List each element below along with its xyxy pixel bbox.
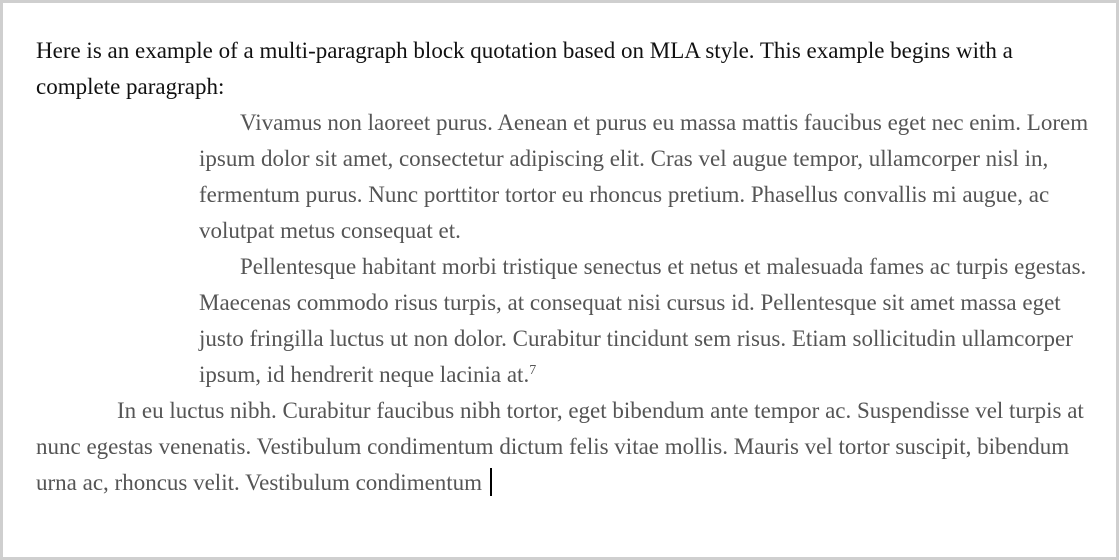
text-cursor bbox=[490, 468, 492, 496]
block-quotation bbox=[36, 105, 1096, 393]
block-quote-paragraph-2-text: Pellentesque habitant morbi tristique senectus et netus et malesuada fames ac turpis egestas. Maecenas commodo risus turpis, at consequat nisi cursus id. Pellentesque sit amet massa eget justo fringilla luctus ut non dolor. Curabitur tincidunt sem risus. Etiam sollicitudin ullamcorper ipsum, id hendrerit neque lacinia at. bbox=[199, 254, 1087, 387]
continuation-paragraph bbox=[36, 393, 1096, 501]
continuation-paragraph-text: In eu luctus nibh. Curabitur faucibus nibh tortor, eget bibendum ante tempor ac. Suspendisse vel turpis at nunc egestas venenatis. Vestibulum condimentum dictum felis vitae mollis. Mauris vel tortor suscipit, bibendum urna ac, rhoncus velit. Vestibulum condimentum bbox=[36, 398, 1084, 495]
intro-paragraph: Here is an example of a multi-paragraph block quotation based on MLA style. This example begins with a complete paragraph: bbox=[36, 38, 1013, 99]
footnote-marker[interactable]: 7 bbox=[529, 363, 537, 378]
document-body[interactable] bbox=[36, 33, 1096, 501]
block-quote-paragraph-2 bbox=[199, 249, 1096, 393]
block-quote-paragraph-1: Vivamus non laoreet purus. Aenean et purus eu massa mattis faucibus eget nec enim. Lorem ipsum dolor sit amet, consectetur adipiscing elit. Cras vel augue tempor, ullamcorper nisl in, fermentum purus. Nunc porttitor tortor eu rhoncus pretium. Phasellus convallis mi augue, ac volutpat metus consequat et. bbox=[199, 110, 1089, 243]
